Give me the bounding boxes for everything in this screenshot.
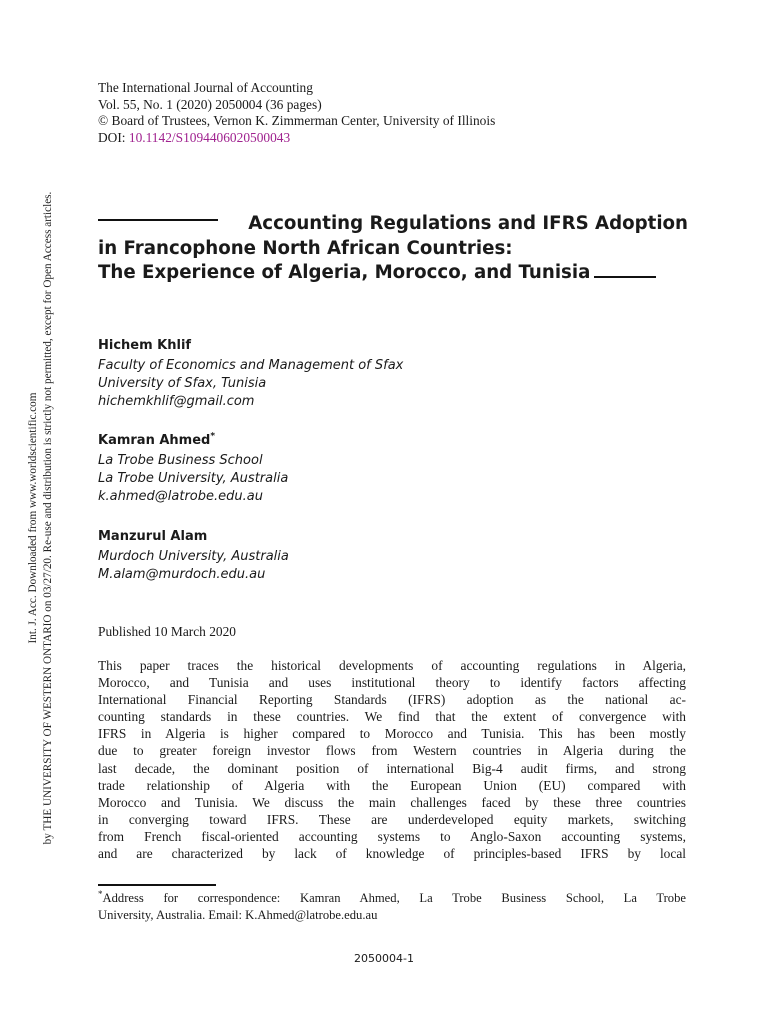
abstract-line: IFRS in Algeria is higher compared to Morocco and Tunisia. This has been mostly bbox=[98, 726, 686, 742]
journal-copyright: © Board of Trustees, Vernon K. Zimmerman Center, University of Illinois bbox=[98, 113, 496, 129]
title-rule-left bbox=[98, 219, 218, 221]
author-affiliation: La Trobe University, Australia bbox=[98, 471, 289, 486]
author-block-2 bbox=[98, 432, 288, 506]
footnote-line-2: University, Australia. Email: K.Ahmed@latrobe.edu.au bbox=[98, 907, 378, 922]
title-rule-right bbox=[594, 276, 656, 278]
author-name-row bbox=[98, 432, 288, 450]
abstract-line: International Financial Reporting Standards (IFRS) adoption as the national ac- bbox=[98, 692, 686, 708]
journal-doi bbox=[98, 130, 495, 147]
abstract-line: in converging toward IFRS. These are underdeveloped equity markets, switching bbox=[98, 811, 686, 827]
author-name: Hichem Khlif bbox=[98, 338, 192, 353]
author-email[interactable]: k.ahmed@latrobe.edu.au bbox=[98, 489, 263, 504]
published-date: Published 10 March 2020 bbox=[98, 624, 236, 639]
abstract-line: last decade, the dominant position of international Big-4 audit firms, and strong bbox=[98, 760, 686, 776]
doi-label: DOI: bbox=[98, 129, 129, 145]
abstract-line: Morocco, and Tunisia and uses institutional theory to identify factors affecting bbox=[98, 675, 686, 691]
download-watermark bbox=[26, 178, 54, 858]
journal-volume: Vol. 55, No. 1 (2020) 2050004 (36 pages) bbox=[98, 96, 322, 112]
author-name: Kamran Ahmed bbox=[98, 433, 211, 448]
author-block-1 bbox=[98, 337, 403, 411]
title-text-3: The Experience of Algeria, Morocco, and Tunisia bbox=[98, 262, 591, 283]
abstract-line: trade relationship of Algeria with the European Union (EU) compared with bbox=[98, 777, 686, 793]
title-line-3 bbox=[98, 261, 688, 286]
correspondence-marker: * bbox=[210, 431, 216, 442]
abstract-line: and are characterized by lack of knowledge of principles-based IFRS by local bbox=[98, 846, 686, 862]
watermark-line-2: by THE UNIVERSITY OF WESTERN ONTARIO on 03/27/20. Re-use and distribution is strictly not permitted, except for Open Access articles. bbox=[42, 191, 54, 845]
watermark-line-1: Int. J. Acc. Downloaded from www.worldscientific.com bbox=[27, 392, 39, 644]
author-name: Manzurul Alam bbox=[98, 529, 208, 544]
abstract-line: counting standards in these countries. We find that the extent of convergence with bbox=[98, 709, 686, 725]
abstract bbox=[98, 657, 686, 862]
title-text-1: Accounting Regulations and IFRS Adoption bbox=[248, 213, 688, 234]
author-affiliation: Murdoch University, Australia bbox=[98, 549, 289, 564]
footnote-marker: * bbox=[98, 888, 103, 899]
abstract-line: This paper traces the historical developments of accounting regulations in Algeria, bbox=[98, 658, 686, 673]
abstract-line: due to greater foreign investor flows from Western countries in Algeria during the bbox=[98, 743, 686, 759]
footnote-text-1: Address for correspondence: Kamran Ahmed, La Trobe Business School, La Trobe bbox=[102, 891, 686, 905]
title-line-1 bbox=[98, 212, 688, 237]
author-affiliation: University of Sfax, Tunisia bbox=[98, 376, 267, 391]
author-email[interactable]: M.alam@murdoch.edu.au bbox=[98, 567, 266, 582]
journal-header bbox=[98, 80, 495, 146]
author-email[interactable]: hichemkhlif@gmail.com bbox=[98, 394, 255, 409]
abstract-line: from French fiscal-oriented accounting systems to Anglo-Saxon accounting systems, bbox=[98, 828, 686, 844]
author-affiliation: Faculty of Economics and Management of Sfax bbox=[98, 358, 404, 373]
journal-name: The International Journal of Accounting bbox=[98, 80, 313, 95]
abstract-line: Morocco and Tunisia. We discuss the main challenges faced by these three countries bbox=[98, 794, 686, 810]
author-block-3 bbox=[98, 528, 289, 584]
correspondence-footnote bbox=[98, 890, 686, 923]
paper-title bbox=[98, 212, 688, 286]
author-affiliation: La Trobe Business School bbox=[98, 453, 263, 468]
page-number: 2050004-1 bbox=[354, 952, 414, 965]
title-line-2: in Francophone North African Countries: bbox=[98, 237, 513, 259]
footnote-rule bbox=[98, 884, 216, 886]
footnote-line-1 bbox=[98, 890, 686, 907]
doi-link[interactable]: 10.1142/S1094406020500043 bbox=[128, 129, 291, 145]
